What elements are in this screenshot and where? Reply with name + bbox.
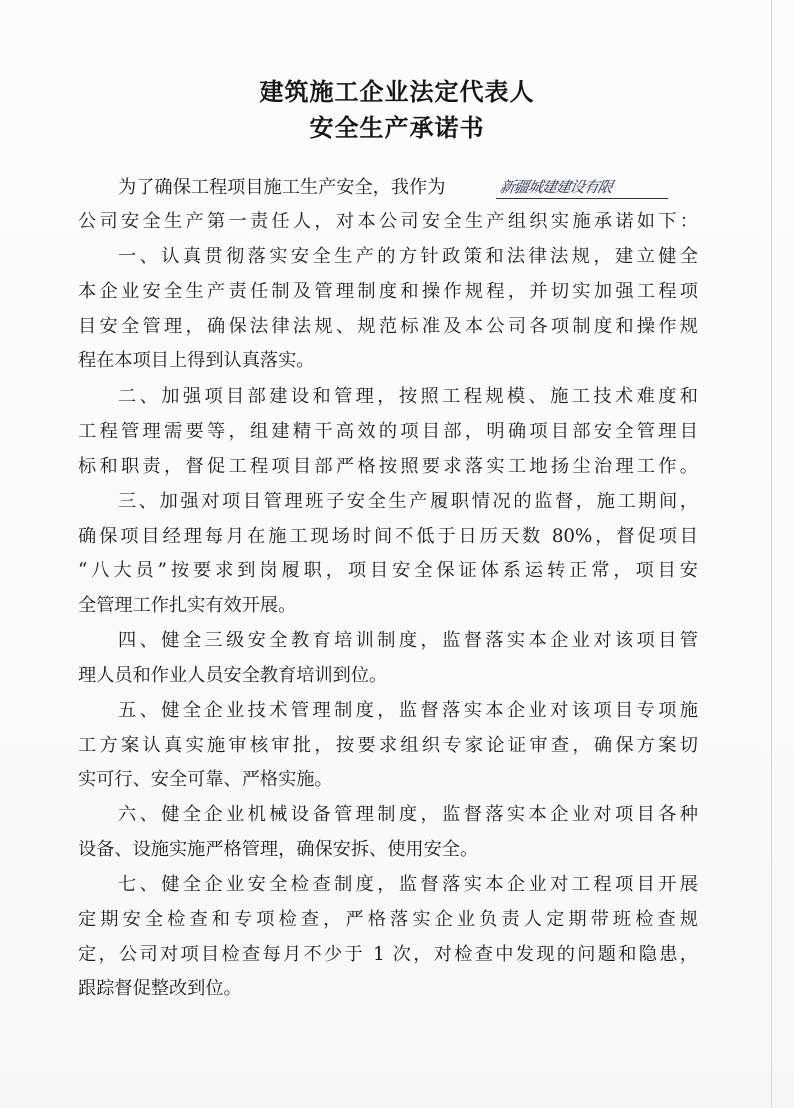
handwritten-company-name: 新疆城建建设有限 — [497, 178, 614, 196]
clause-2-line: 工程管理需要等，组建精干高效的项目部，明确项目部安全管理目 — [78, 421, 698, 442]
clause-2-line: 标和职责，督促工程项目部严格按照要求落实工地扬尘治理工作。 — [78, 456, 698, 477]
company-name-field — [496, 174, 668, 202]
clause-3-line: 三、加强对项目管理班子安全生产履职情况的监督，施工期间， — [118, 491, 698, 512]
intro-line1: 为了确保工程项目施工生产安全，我作为 — [118, 177, 446, 198]
clause-1-line: 一、认真贯彻落实安全生产的方针政策和法律法规，建立健全 — [118, 246, 698, 267]
clause-4-line: 理人员和作业人员安全教育培训到位。 — [78, 665, 388, 686]
clause-3-line: 确保项目经理每月在施工现场时间不低于日历天数 80%，督促项目 — [78, 526, 698, 547]
document-title-line2: 安全生产承诺书 — [309, 114, 485, 142]
clause-4-line: 四、健全三级安全教育培训制度，监督落实本企业对该项目管 — [118, 630, 698, 651]
clause-3-line: “八大员”按要求到岗履职，项目安全保证体系运转正常，项目安 — [78, 560, 698, 581]
clause-7-line: 定期安全检查和专项检查，严格落实企业负责人定期带班检查规 — [78, 909, 698, 930]
clause-3-line: 全管理工作扎实有效开展。 — [78, 595, 297, 616]
document-title-line1: 建筑施工企业法定代表人 — [259, 78, 535, 106]
clause-1-line: 目安全管理，确保法律法规、规范标准及本公司各项制度和操作规 — [78, 316, 698, 337]
clause-1-line: 本企业安全生产责任制及管理制度和操作规程，并切实加强工程项 — [78, 281, 698, 302]
clause-1-line: 程在本项目上得到认真落实。 — [78, 350, 315, 371]
clause-5-line: 五、健全企业技术管理制度，监督落实本企业对该项目专项施 — [118, 700, 698, 721]
clause-7-line: 七、健全企业安全检查制度，监督落实本企业对工程项目开展 — [118, 874, 698, 895]
clause-5-line: 实可行、安全可靠、严格实施。 — [78, 769, 333, 790]
clause-7-line: 定，公司对项目检查每月不少于 1 次，对检查中发现的问题和隐患， — [78, 944, 698, 965]
clause-2-line: 二、加强项目部建设和管理，按照工程规模、施工技术难度和 — [118, 386, 698, 407]
intro-line2: 公司安全生产第一责任人，对本公司安全生产组织实施承诺如下： — [78, 211, 698, 232]
page-edge-line — [771, 0, 772, 1108]
clause-6-line: 六、健全企业机械设备管理制度，监督落实本企业对项目各种 — [118, 804, 698, 825]
signature-underline — [496, 198, 668, 199]
clause-5-line: 工方案认真实施审核审批，按要求组织专家论证审查，确保方案切 — [78, 735, 698, 756]
clause-6-line: 设备、设施实施严格管理，确保安拆、使用安全。 — [78, 839, 479, 860]
clause-7-line: 跟踪督促整改到位。 — [78, 978, 242, 999]
